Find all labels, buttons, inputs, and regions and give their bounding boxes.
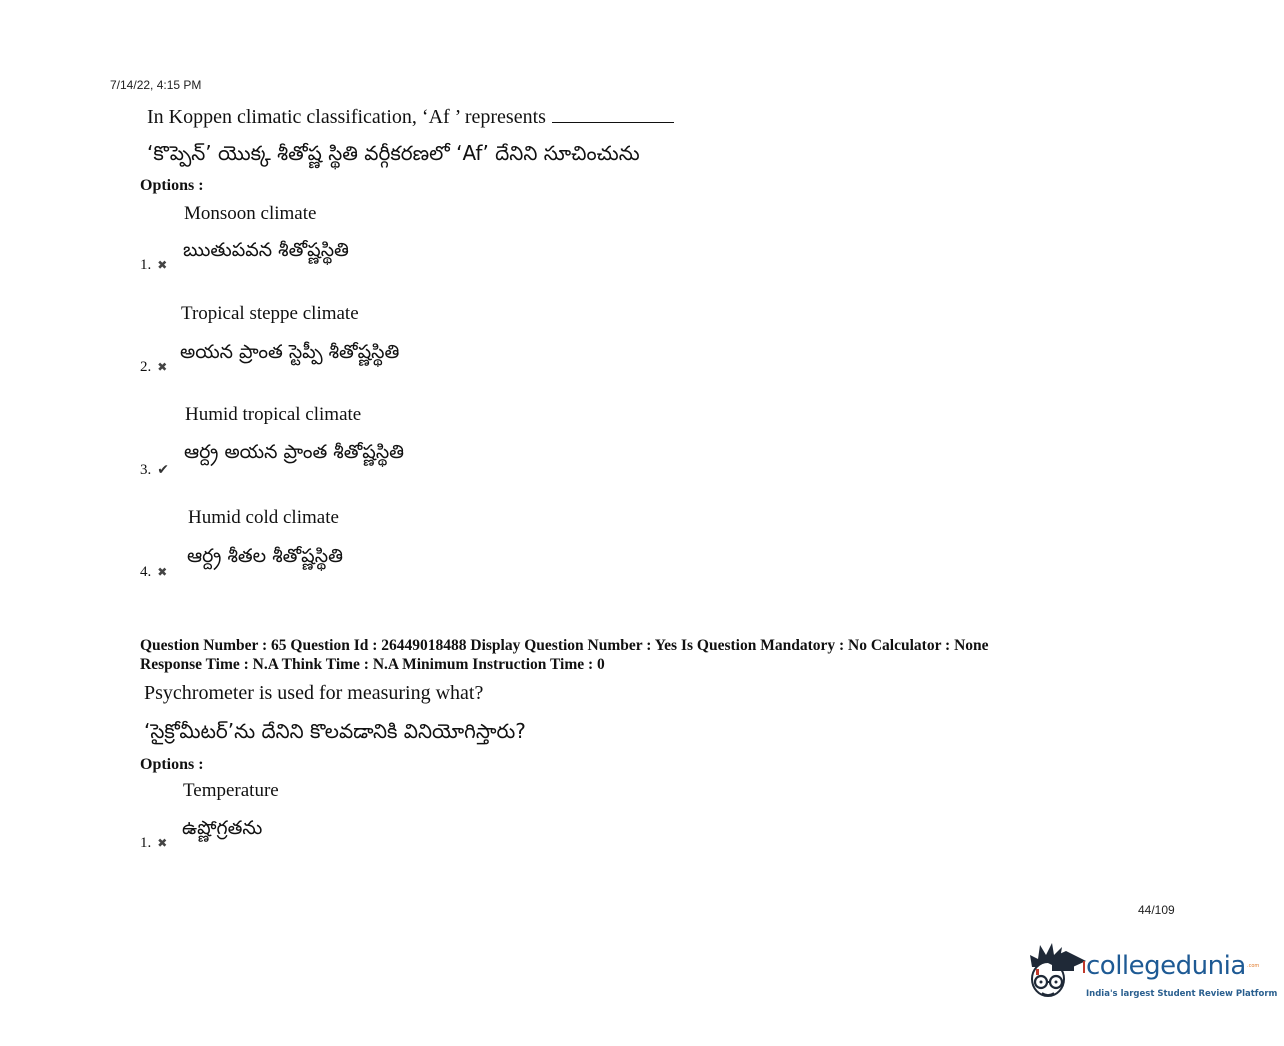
option-4-number [140, 564, 167, 581]
option-4-english: Humid cold climate [188, 507, 339, 528]
option-number: 1. [140, 257, 152, 273]
option-1-telugu: ఋతుపవన శీతోష్ణస్థితి [183, 239, 349, 261]
option-number: 2. [140, 359, 152, 375]
option-number: 4. [140, 564, 152, 580]
question-text-english [147, 104, 674, 129]
option-number: 1. [140, 835, 152, 851]
option-3-telugu: ఆర్ద్ర అయన ప్రాంత శీతోష్ణస్థితి [184, 441, 405, 463]
option-1-english: Temperature [183, 780, 279, 801]
logo-domain-suffix: .com [1247, 963, 1260, 969]
option-1-number [140, 257, 167, 274]
page-number: 44/109 [1138, 903, 1175, 917]
option-4-telugu: ఆర్ద్ర శీతల శీతోష్ణస్థితి [187, 545, 343, 567]
cross-icon: ✖ [157, 565, 168, 579]
question-text-telugu: ‘సైక్రోమీటర్’ను దేనిని కొలవడానికి వినియోగిస్తారు? [144, 719, 526, 743]
option-2-english: Tropical steppe climate [181, 303, 359, 324]
option-1-telugu: ఉష్ణోగ్రతను [182, 817, 263, 839]
question-meta-line-2: Response Time : N.A Think Time : N.A Minimum Instruction Time : 0 [140, 656, 605, 673]
cross-icon: ✖ [157, 258, 168, 272]
option-1-number [140, 835, 167, 852]
option-3-number [140, 462, 169, 479]
cross-icon: ✖ [157, 836, 168, 850]
option-2-number [140, 359, 167, 376]
mascot-icon [1026, 939, 1088, 1009]
option-2-telugu: అయన ప్రాంత స్టెప్పీ శీతోష్ణస్థితి [180, 341, 400, 363]
question-meta-line-1: Question Number : 65 Question Id : 26449018488 Display Question Number : Yes Is Question Mandatory : No Calculator : None [140, 637, 989, 654]
question-text: In Koppen climatic classification, ‘Af ’ represents [147, 106, 546, 128]
logo-wordmark: collegedunia [1086, 951, 1246, 981]
collegedunia-logo [1026, 939, 1278, 1009]
options-label: Options : [140, 177, 204, 194]
option-number: 3. [140, 462, 152, 478]
options-label: Options : [140, 756, 204, 773]
answer-blank-line [552, 104, 674, 123]
checkmark-icon: ✔ [157, 462, 169, 478]
logo-tagline: India's largest Student Review Platform [1086, 989, 1278, 999]
option-3-english: Humid tropical climate [185, 404, 362, 425]
question-text-telugu: ‘కొప్పెన్’ యొక్క శీతోష్ణ స్థితి వర్గీకరణలో ‘Af’ దేనిని సూచించును [147, 141, 640, 165]
print-timestamp: 7/14/22, 4:15 PM [110, 78, 202, 92]
option-1-english: Monsoon climate [184, 203, 317, 224]
cross-icon: ✖ [157, 360, 168, 374]
question-text-english: Psychrometer is used for measuring what? [144, 682, 484, 704]
